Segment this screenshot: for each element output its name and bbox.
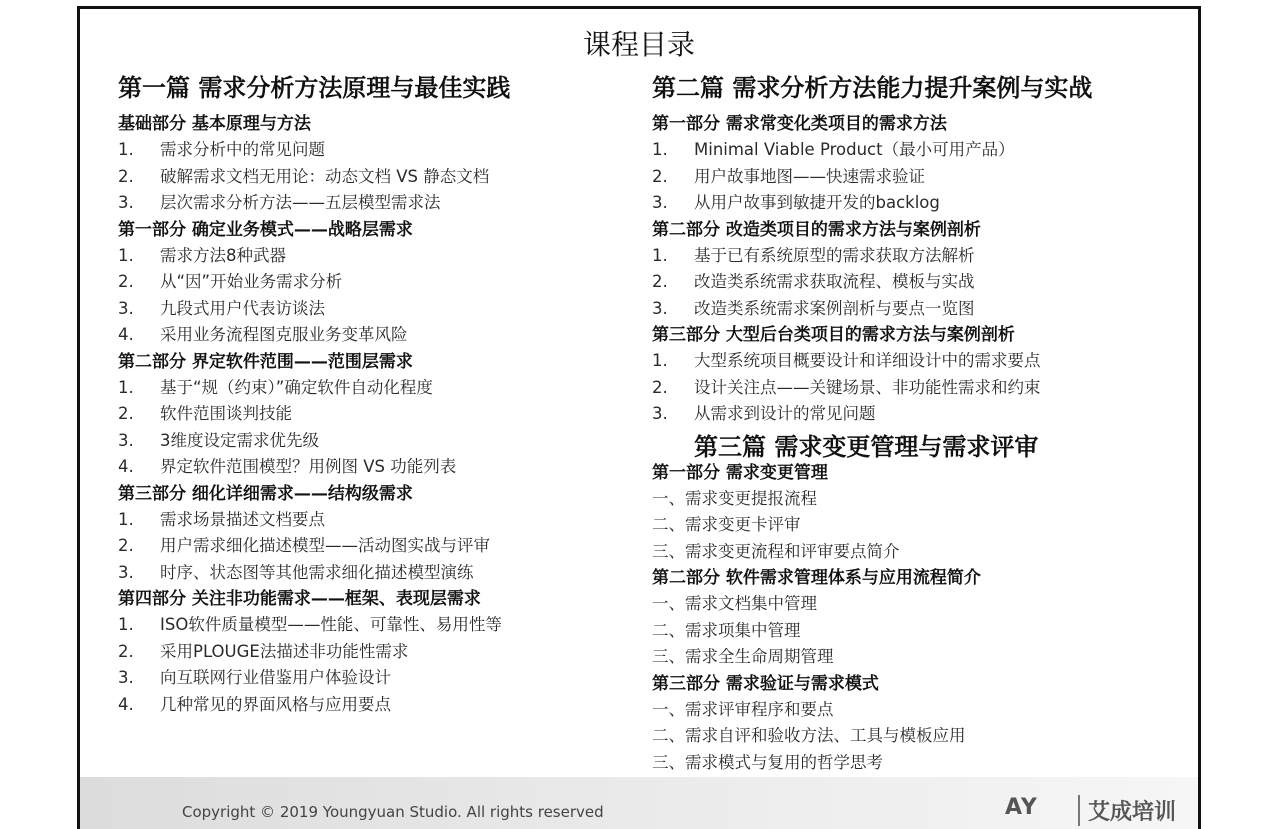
item-text: 需求场景描述文档要点: [160, 509, 325, 529]
item-number: 2.: [118, 641, 134, 661]
item-text: 3维度设定需求优先级: [160, 430, 319, 450]
list-item: [118, 137, 638, 164]
right-column: [652, 71, 1192, 803]
copyright-text: Copyright © 2019 Youngyuan Studio. All rights reserved: [182, 803, 604, 821]
item-number: 3.: [118, 430, 134, 450]
section-title: 第二部分 界定软件范围——范围层需求: [118, 351, 413, 372]
list-item: [652, 539, 1192, 566]
item-number: 2.: [118, 536, 134, 555]
logo-cn: 艾成培训: [1078, 795, 1176, 826]
item-text: 大型系统项目概要设计和详细设计中的需求要点: [694, 351, 1041, 370]
item-number: 2.: [118, 166, 134, 186]
item-text: 需求变更流程和评审要点简介: [685, 541, 900, 561]
list-item: [652, 723, 1192, 750]
item-number: 二、: [652, 726, 685, 745]
item-number: 1.: [652, 245, 668, 265]
item-text: 时序、状态图等其他需求细化描述模型演练: [160, 562, 474, 582]
item-number: 1.: [118, 245, 134, 265]
item-text: 用户故事地图——快速需求验证: [694, 166, 925, 186]
item-text: 界定软件范围模型？用例图 VS 功能列表: [160, 457, 457, 476]
item-number: 3.: [652, 404, 668, 423]
item-number: 3.: [118, 562, 134, 582]
list-item: [652, 591, 1192, 618]
item-text: 设计关注点——关键场景、非功能性需求和约束: [694, 377, 1041, 397]
list-item: [652, 190, 1192, 217]
section-title: 第一部分 需求变更管理: [652, 462, 828, 483]
list-item: [652, 486, 1192, 513]
item-number: 1.: [652, 351, 668, 370]
item-text: 需求变更提报流程: [685, 488, 817, 508]
list-item: [652, 512, 1192, 539]
item-number: 一、: [652, 699, 685, 719]
item-number: 3.: [118, 668, 134, 687]
list-item: [652, 348, 1192, 375]
list-item: [652, 164, 1192, 191]
item-text: 需求方法8种武器: [160, 245, 286, 265]
list-item: [118, 375, 638, 402]
item-number: 4.: [118, 694, 134, 714]
list-item: [652, 269, 1192, 296]
item-number: 2.: [652, 166, 668, 186]
list-item: [118, 190, 638, 217]
section-title: 第四部分 关注非功能需求——框架、表现层需求: [118, 589, 481, 609]
item-number: 1.: [118, 615, 134, 634]
list-item: [118, 269, 638, 296]
list-item: [118, 243, 638, 270]
item-text: 需求项集中管理: [685, 620, 801, 640]
item-number: 二、: [652, 620, 685, 640]
item-text: 层次需求分析方法——五层模型需求法: [160, 193, 441, 212]
part1-title: 第一篇 需求分析方法原理与最佳实践: [118, 74, 511, 102]
list-item: [118, 454, 638, 481]
list-item: [118, 639, 638, 666]
item-text: 采用PLOUGE法描述非功能性需求: [160, 641, 409, 661]
list-item: [652, 137, 1192, 164]
item-number: 2.: [652, 272, 668, 291]
item-number: 1.: [118, 509, 134, 529]
list-item: [118, 533, 638, 560]
slide: [77, 6, 1201, 829]
part3-title: 第三篇 需求变更管理与需求评审: [694, 432, 1039, 461]
item-text: 需求全生命周期管理: [685, 647, 834, 666]
item-text: 需求模式与复用的哲学思考: [685, 752, 883, 772]
list-item: [118, 692, 638, 719]
slide-title: 课程目录: [582, 28, 695, 61]
item-number: 三、: [652, 541, 685, 561]
item-text: 采用业务流程图克服业务变革风险: [160, 325, 408, 344]
item-number: 二、: [652, 515, 685, 534]
list-item: [652, 296, 1192, 323]
list-item: [118, 296, 638, 323]
item-text: 用户需求细化描述模型——活动图实战与评审: [160, 536, 490, 555]
item-number: 3.: [652, 193, 668, 212]
item-number: 4.: [118, 457, 134, 476]
item-text: 向互联网行业借鉴用户体验设计: [160, 668, 391, 687]
item-text: 改造类系统需求案例剖析与要点一览图: [694, 298, 975, 318]
item-text: 改造类系统需求获取流程、模板与实战: [694, 272, 975, 291]
item-number: 3.: [118, 193, 134, 212]
section-title: 第二部分 改造类项目的需求方法与案例剖析: [652, 219, 981, 240]
list-item: [118, 560, 638, 587]
item-number: 2.: [118, 272, 134, 291]
section-title: 第三部分 细化详细需求——结构级需求: [118, 483, 413, 504]
list-item: [652, 401, 1192, 428]
list-item: [118, 612, 638, 639]
footer: [80, 777, 1198, 829]
item-text: 需求评审程序和要点: [685, 699, 834, 719]
logo: AY: [1005, 795, 1038, 820]
list-item: [652, 618, 1192, 645]
item-text: 需求分析中的常见问题: [160, 140, 325, 159]
list-item: [652, 644, 1192, 671]
list-item: [118, 507, 638, 534]
left-column: [118, 71, 638, 718]
item-number: 3.: [118, 298, 134, 318]
item-text: 从“因”开始业务需求分析: [160, 272, 343, 291]
list-item: [652, 697, 1192, 724]
item-text: 从需求到设计的常见问题: [694, 404, 876, 423]
item-text: 需求自评和验收方法、工具与模板应用: [685, 726, 966, 745]
item-number: 一、: [652, 594, 685, 613]
item-number: 1.: [118, 140, 134, 159]
section-title: 第二部分 软件需求管理体系与应用流程简介: [652, 568, 981, 588]
list-item: [118, 428, 638, 455]
list-item: [118, 164, 638, 191]
item-number: 1.: [118, 377, 134, 397]
list-item: [118, 401, 638, 428]
item-text: 九段式用户代表访谈法: [160, 298, 325, 318]
section-title: 第三部分 大型后台类项目的需求方法与案例剖析: [652, 325, 1015, 345]
section-title: 第一部分 需求常变化类项目的需求方法: [652, 114, 947, 134]
item-text: 软件范围谈判技能: [160, 404, 292, 423]
item-text: ISO软件质量模型——性能、可靠性、易用性等: [160, 615, 502, 634]
item-number: 2.: [118, 404, 134, 423]
item-number: 4.: [118, 325, 134, 344]
item-text: Minimal Viable Product（最小可用产品）: [694, 140, 1015, 159]
list-item: [652, 750, 1192, 777]
item-number: 1.: [652, 140, 668, 159]
section-title: 第三部分 需求验证与需求模式: [652, 673, 879, 694]
item-text: 几种常见的界面风格与应用要点: [160, 694, 391, 714]
list-item: [652, 243, 1192, 270]
item-text: 从用户故事到敏捷开发的backlog: [694, 193, 940, 212]
part2-title: 第二篇 需求分析方法能力提升案例与实战: [652, 74, 1093, 102]
item-text: 破解需求文档无用论：动态文档 VS 静态文档: [160, 166, 490, 186]
item-text: 需求文档集中管理: [685, 594, 817, 613]
item-text: 基于已有系统原型的需求获取方法解析: [694, 245, 975, 265]
list-item: [118, 322, 638, 349]
item-number: 一、: [652, 488, 685, 508]
item-number: 三、: [652, 752, 685, 772]
list-item: [118, 665, 638, 692]
item-number: 2.: [652, 377, 668, 397]
section-title: 基础部分 基本原理与方法: [118, 114, 311, 134]
item-text: 需求变更卡评审: [685, 515, 801, 534]
item-text: 基于“规（约束）”确定软件自动化程度: [160, 377, 433, 397]
item-number: 三、: [652, 647, 685, 666]
list-item: [652, 375, 1192, 402]
item-number: 3.: [652, 298, 668, 318]
section-title: 第一部分 确定业务模式——战略层需求: [118, 219, 413, 240]
